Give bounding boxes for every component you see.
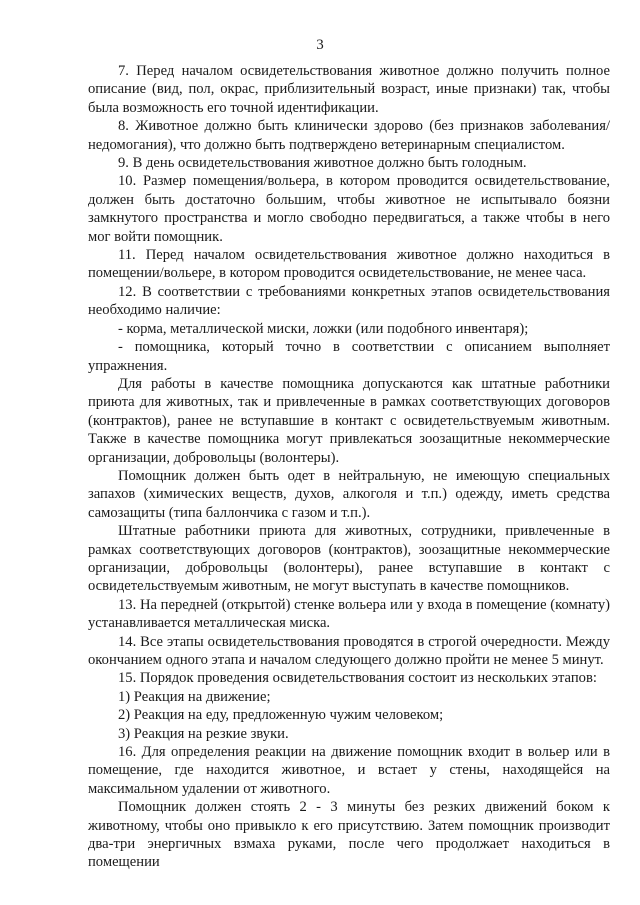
paragraph-helper-procedure: Помощник должен стоять 2 - 3 минуты без резких движений боком к животному, чтобы оно привыкло к его присутствию. Затем помощник производит два-три энергичных взмаха руками, после чего продолжает находиться в помещении bbox=[88, 799, 610, 871]
list-item-stage-1: 1) Реакция на движение; bbox=[118, 688, 271, 705]
paragraph-helper-eligibility: Для работы в качестве помощника допускаются как штатные работники приюта для животных, так и привлеченные в рамках соответствующих договоров (контрактов), ранее не вступавшие в контакт с освидетельствуемым животным. Также в качестве помощника могут привлекаться зоозащитные некоммерческие организации, добровольцы (волонтеры). bbox=[88, 375, 610, 466]
paragraph-14: 14. Все этапы освидетельствования проводятся в строгой очередности. Между окончанием одного этапа и началом следующего должно пройти не менее 5 минут. bbox=[88, 633, 610, 668]
list-item-helper: - помощника, который точно в соответствии с описанием выполняет упражнения. bbox=[88, 339, 610, 374]
list-item-stage-3: 3) Реакция на резкие звуки. bbox=[118, 725, 289, 742]
paragraph-7: 7. Перед началом освидетельствования животное должно получить полное описание (вид, пол, окрас, приблизительный возраст, иные признаки) так, чтобы была возможность его точной идентификации. bbox=[88, 63, 610, 116]
document-body bbox=[88, 62, 610, 872]
paragraph-helper-exclusions: Штатные работники приюта для животных, сотрудники, привлеченные в рамках соответствующих договоров (контрактов), зоозащитные некоммерческие организации, добровольцы (волонтеры), ранее вступавшие в контакт с освидетельствуемым животным, не могут выступать в качестве помощников. bbox=[88, 523, 610, 595]
paragraph-9: 9. В день освидетельствования животное должно быть голодным. bbox=[118, 155, 527, 172]
paragraph-15: 15. Порядок проведения освидетельствования состоит из нескольких этапов: bbox=[118, 670, 597, 687]
paragraph-13: 13. На передней (открытой) стенке вольера или у входа в помещение (комнату) устанавливается металлическая миска. bbox=[88, 596, 610, 632]
paragraph-10: 10. Размер помещения/вольера, в котором проводится освидетельствование, должен быть достаточно большим, чтобы животное не испытывало боязни замкнутого пространства и могло свободно передвигаться, а также чтобы в него мог войти помощник. bbox=[88, 173, 610, 245]
paragraph-8: 8. Животное должно быть клинически здорово (без признаков заболевания/недомогания), что должно быть подтверждено ветеринарным специалистом. bbox=[88, 118, 610, 153]
list-item-feed: - корма, металлической миски, ложки (или подобного инвентаря); bbox=[118, 320, 529, 337]
paragraph-16: 16. Для определения реакции на движение помощник входит в вольер или в помещение, где находится животное, и встает у стены, находящейся на максимальном удалении от животного. bbox=[88, 744, 610, 797]
paragraph-helper-clothing: Помощник должен быть одет в нейтральную, не имеющую специальных запахов (химических веществ, духов, алкоголя и т.п.) одежду, иметь средства самозащиты (типа баллончика с газом и т.п.). bbox=[88, 467, 610, 521]
page-number: 3 bbox=[316, 37, 324, 53]
list-item-stage-2: 2) Реакция на еду, предложенную чужим человеком; bbox=[118, 707, 444, 724]
paragraph-11: 11. Перед началом освидетельствования животное должно находиться в помещении/вольере, в котором проводится освидетельствование, не менее часа. bbox=[88, 247, 610, 282]
paragraph-12: 12. В соответствии с требованиями конкретных этапов освидетельствования необходимо наличие: bbox=[88, 283, 610, 319]
